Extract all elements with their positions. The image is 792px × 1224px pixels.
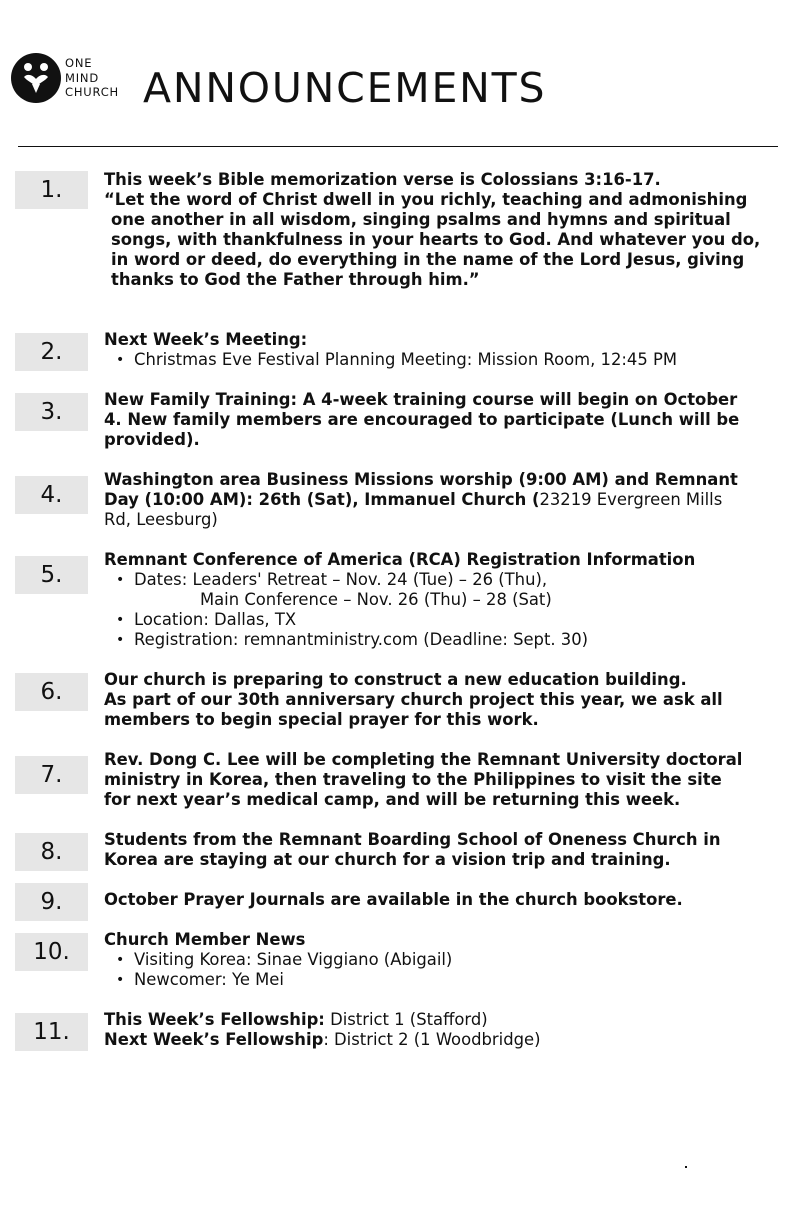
item-line: members to begin special prayer for this work. [104,710,539,729]
item-line: songs, with thankfulness in your hearts to God. And whatever you do, [111,230,761,249]
item-line: Washington area Business Missions worship (9:00 AM) and Remnant [104,470,738,489]
item-number: 7. [15,756,88,794]
item-number: 6. [15,673,88,711]
item-number: 1. [15,171,88,209]
bullet-item-registration: • Registration: remnantministry.com (Deadline: Sept. 30) [104,630,776,650]
item-content [104,470,776,530]
item-number: 10. [15,933,88,971]
item-number: 2. [15,333,88,371]
header [0,0,792,150]
item-content [104,830,776,870]
stray-dot [685,1166,687,1168]
item-number: 5. [15,556,88,594]
item-line: in word or deed, do everything in the name of the Lord Jesus, giving [111,250,745,269]
item-line: Rd, Leesburg) [104,510,218,529]
logo-line-one: ONE [65,56,93,70]
item-content [104,670,776,730]
item-line: This week’s Bible memorization verse is Colossians 3:16-17. [104,170,661,189]
item-content [104,330,776,370]
church-logo-icon [11,53,61,103]
fellowship-value: : District 2 (1 Woodbridge) [323,1030,541,1049]
item-line: thanks to God the Father through him.” [111,270,480,289]
item-content [104,1010,776,1050]
item-content [104,550,776,650]
item-line: As part of our 30th anniversary church project this year, we ask all [104,690,723,709]
item-line: October Prayer Journals are available in the church bookstore. [104,890,683,909]
bullet-list [104,570,776,590]
item-number: 8. [15,833,88,871]
bullet-item-dates: • Dates: Leaders' Retreat – Nov. 24 (Tue) – 26 (Thu), [104,570,776,590]
item-line [104,490,776,510]
item-line: Students from the Remnant Boarding School of Oneness Church in [104,830,721,849]
item-line: one another in all wisdom, singing psalms and hymns and spiritual [111,210,731,229]
fellowship-label: This Week’s Fellowship: [104,1010,325,1029]
item-number: 9. [15,883,88,921]
item-content [104,390,776,450]
item-line: ministry in Korea, then traveling to the Philippines to visit the site [104,770,722,789]
bullet-list [104,610,776,650]
fellowship-this-week [104,1010,776,1030]
item-content [104,750,776,810]
item-line: New Family Training: A 4-week training course will begin on October [104,390,738,409]
item-line: Korea are staying at our church for a vision trip and training. [104,850,671,869]
bullet-list [104,350,776,370]
bullet-item-location: • Location: Dallas, TX [104,610,776,630]
item-number: 11. [15,1013,88,1051]
logo-wordmark [65,56,119,100]
item-heading: Next Week’s Meeting: [104,330,308,349]
item-line: Rev. Dong C. Lee will be completing the Remnant University doctoral [104,750,743,769]
item-number: 3. [15,393,88,431]
item-content [104,890,776,910]
logo-line-mind: MIND [65,70,99,85]
item-line-bold: Day (10:00 AM): 26th (Sat), Immanuel Church ( [104,490,540,509]
bullet-continuation: Main Conference – Nov. 26 (Thu) – 28 (Sat) [200,590,552,609]
page-title: ANNOUNCEMENTS [143,64,547,112]
item-line: Our church is preparing to construct a new education building. [104,670,687,689]
bullet-list [104,950,776,990]
fellowship-label: Next Week’s Fellowship [104,1030,324,1049]
item-content [104,170,776,290]
item-number: 4. [15,476,88,514]
bullet-item: • Newcomer: Ye Mei [104,970,776,990]
logo-line-church: CHURCH [65,85,119,99]
item-heading: Remnant Conference of America (RCA) Registration Information [104,550,696,569]
bullet-item: • Christmas Eve Festival Planning Meeting: Mission Room, 12:45 PM [104,350,776,370]
item-line: provided). [104,430,200,449]
fellowship-next-week [104,1030,776,1050]
item-line: 4. New family members are encouraged to participate (Lunch will be [104,410,740,429]
item-content [104,930,776,990]
item-line: “Let the word of Christ dwell in you richly, teaching and admonishing [104,190,748,209]
header-divider [18,146,778,147]
fellowship-value: District 1 (Stafford) [324,1010,488,1029]
bullet-item: • Visiting Korea: Sinae Viggiano (Abigail) [104,950,776,970]
item-line-address: 23219 Evergreen Mills [539,490,723,509]
item-heading: Church Member News [104,930,306,949]
item-line: for next year’s medical camp, and will be returning this week. [104,790,681,809]
